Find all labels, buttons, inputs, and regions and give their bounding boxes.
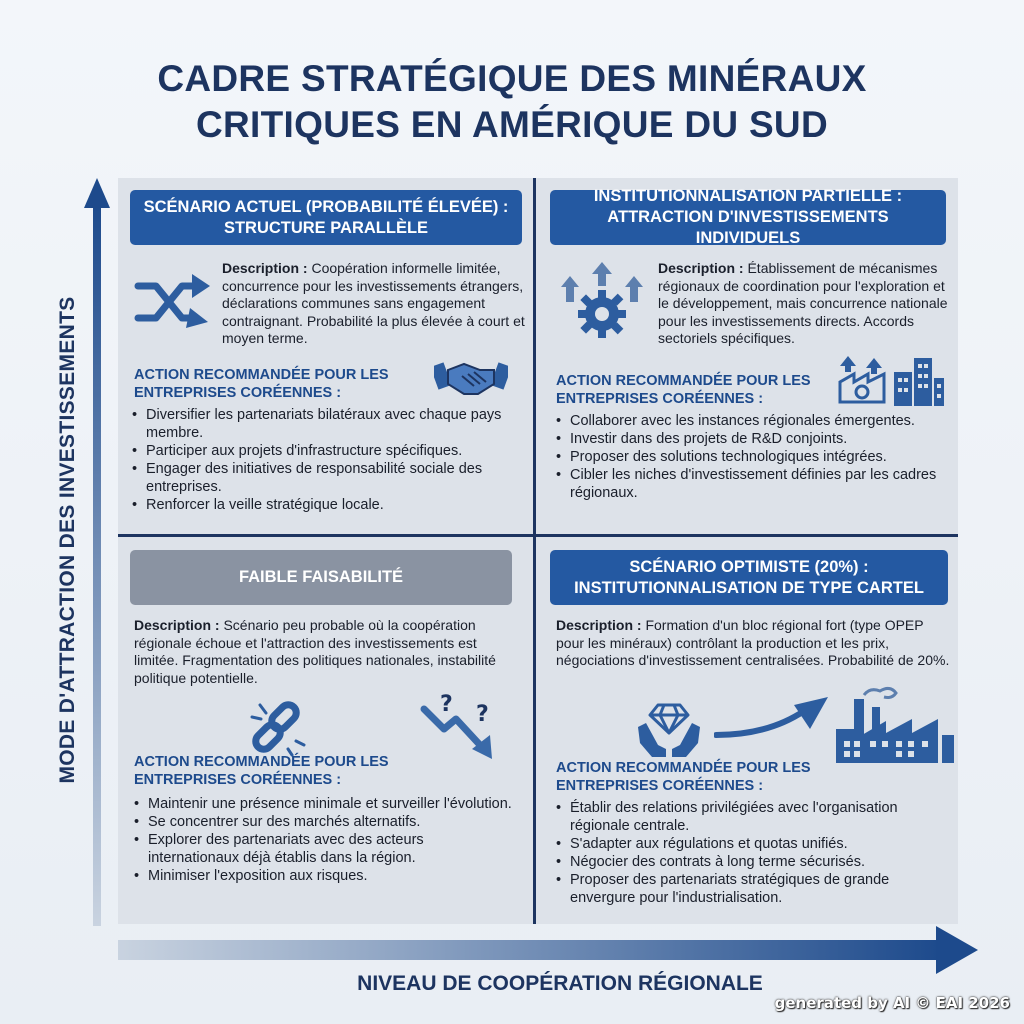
quadrant-header: FAIBLE FAISABILITÉ [130, 550, 512, 605]
action-title: ACTION RECOMMANDÉE POUR LES ENTREPRISES CORÉENNES : [134, 367, 389, 401]
action-item: • Établir des relations privilégiées avec l'organisation régionale centrale. [556, 799, 950, 835]
action-item: • S'adapter aux régulations et quotas unifiés. [556, 835, 950, 853]
declining-arrow-question-icon [418, 689, 510, 763]
vertical-divider [533, 178, 536, 924]
broken-chain-icon [248, 697, 308, 757]
title-line-1: CADRE STRATÉGIQUE DES MINÉRAUX [157, 58, 867, 99]
x-axis-label: NIVEAU DE COOPÉRATION RÉGIONALE [357, 972, 763, 995]
action-item: • Renforcer la veille stratégique locale. [132, 496, 524, 514]
action-item: • Cibler les niches d'investissement définies par les cadres régionaux. [556, 466, 956, 502]
action-list [556, 799, 950, 907]
action-item: • Diversifier les partenariats bilatéraux avec chaque pays membre. [132, 406, 524, 442]
svg-text:?: ? [476, 702, 489, 727]
factory-icon [836, 356, 890, 406]
quadrant-optimistic-scenario [536, 537, 958, 924]
x-axis-arrow [118, 924, 978, 976]
horizontal-divider [118, 534, 958, 537]
action-title: ACTION RECOMMANDÉE POUR LES ENTREPRISES CORÉENNES : [556, 760, 811, 794]
quadrant-current-scenario [118, 178, 533, 534]
action-item: • Se concentrer sur des marchés alternatifs. [134, 813, 516, 831]
quadrant-header: INSTITUTIONNALISATION PARTIELLE : ATTRACTION D'INVESTISSEMENTS INDIVIDUELS [550, 190, 946, 245]
action-item: • Collaborer avec les instances régionales émergentes. [556, 412, 956, 430]
title-line-2: CRITIQUES EN AMÉRIQUE DU SUD [196, 104, 828, 145]
action-item: • Négocier des contrats à long terme sécurisés. [556, 853, 950, 871]
action-item: • Engager des initiatives de responsabilité sociale des entreprises. [132, 460, 524, 496]
action-item: • Participer aux projets d'infrastructure spécifiques. [132, 442, 524, 460]
buildings-icon [892, 356, 946, 408]
action-item: • Proposer des solutions technologiques intégrées. [556, 448, 956, 466]
quadrant-low-feasibility [118, 537, 533, 924]
action-item: • Proposer des partenariats stratégiques de grande envergure pour l'industrialisation. [556, 871, 950, 907]
y-axis-arrow [84, 178, 110, 926]
action-list [132, 406, 524, 514]
quadrant-description: Description : Coopération informelle limitée, concurrence pour les investissements étrangers, déclarations communes sans engagement contraignant. Probabilité la plus élevée à court et moyen terme. [222, 260, 525, 346]
action-title: ACTION RECOMMANDÉE POUR LES ENTREPRISES CORÉENNES : [556, 373, 811, 407]
quadrant-header: SCÉNARIO ACTUEL (PROBABILITÉ ÉLEVÉE) : STRUCTURE PARALLÈLE [130, 190, 522, 245]
action-list [134, 795, 516, 885]
quadrant-description: Description : Formation d'un bloc régional fort (type OPEP pour les minéraux) contrôlant la production et les prix, négociations d'investissement centralisées. Probabilité de 20%. [556, 617, 950, 668]
quadrant-description: Description : Scénario peu probable où la coopération régionale échoue et l'attraction des investissements est limitée. Fragmentation des politiques nationales, instabilité politique potentielle. [134, 617, 496, 686]
industrial-plant-icon [834, 685, 956, 765]
handshake-icon [434, 354, 508, 398]
action-item: • Minimiser l'exposition aux risques. [134, 867, 516, 885]
shuffle-arrows-icon [132, 268, 212, 334]
hands-diamond-icon [636, 701, 702, 759]
strategy-matrix [118, 178, 958, 924]
action-item: • Investir dans des projets de R&D conjoints. [556, 430, 956, 448]
quadrant-header: SCÉNARIO OPTIMISTE (20%) : INSTITUTIONNALISATION DE TYPE CARTEL [550, 550, 948, 605]
page-title [80, 56, 944, 148]
rising-arrow-icon [714, 695, 830, 741]
quadrant-partial-institutionalization [536, 178, 958, 534]
quadrant-description: Description : Établissement de mécanismes régionaux de coordination pour l'exploration et le développement, mais concurrence nationale pour les investissements directs. Accords sectoriels spécifiques. [658, 260, 948, 346]
svg-text:?: ? [440, 692, 453, 717]
watermark: generated by AI © EAI 2026 [774, 994, 1010, 1012]
action-list [556, 412, 956, 502]
action-title: ACTION RECOMMANDÉE POUR LES ENTREPRISES CORÉENNES : [134, 754, 389, 788]
action-item: • Explorer des partenariats avec des acteurs internationaux déjà établis dans la région. [134, 831, 516, 867]
action-item: • Maintenir une présence minimale et surveiller l'évolution. [134, 795, 516, 813]
gear-arrows-icon [560, 262, 644, 338]
